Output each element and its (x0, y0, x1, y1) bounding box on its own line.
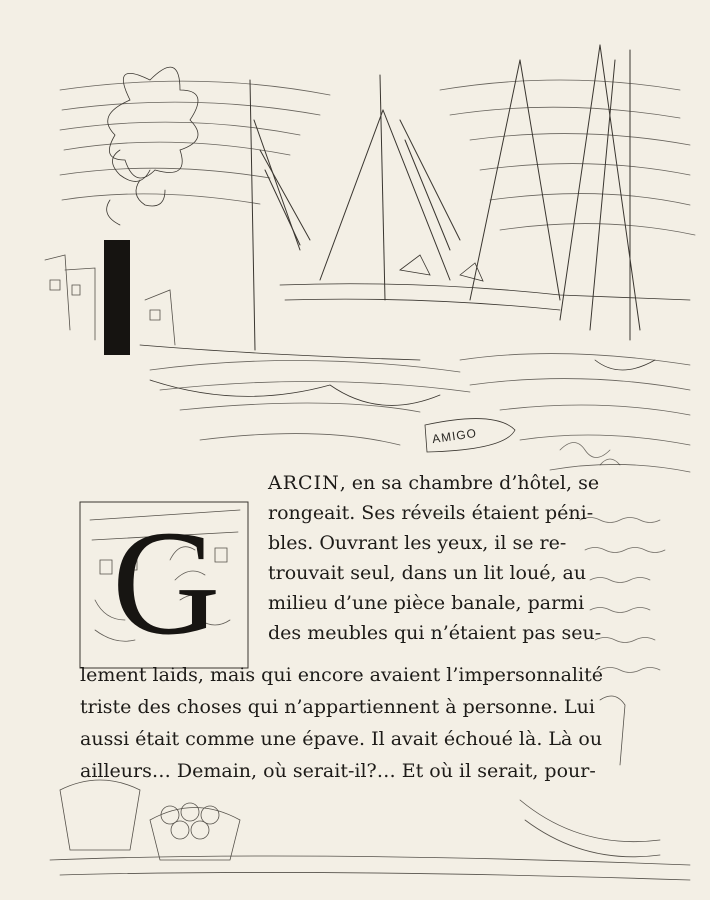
ship-masts (250, 45, 640, 350)
ship-hulls (140, 255, 690, 405)
text-line-7: lement laids, mais qui encore avaient l’impersonnalité (80, 664, 603, 686)
text-line-4: trouvait seul, dans un lit loué, au (268, 562, 587, 584)
text-line-9: aussi était comme une épave. Il avait échoué là. Là ou (80, 728, 603, 750)
text-line-10: ailleurs… Demain, où serait-il?… Et où il serait, pour- (80, 760, 596, 782)
text-line-3: bles. Ouvrant les yeux, il se re- (268, 532, 567, 554)
smoke-plume (107, 67, 198, 225)
text-line-1: ARCIN, en sa chambre d’hôtel, se (268, 472, 600, 494)
first-word: ARCIN (268, 472, 340, 494)
boat-name: AMIGO (431, 425, 478, 447)
drop-cap-letter: G (112, 500, 221, 666)
sea-hatching (60, 80, 695, 472)
text-line-8: triste des choses qui n’appartiennent à personne. Lui (80, 696, 595, 718)
text-line-5: milieu d’une pièce banale, parmi (268, 592, 585, 614)
ship-funnel (104, 240, 130, 355)
text-line-2: rongeait. Ses réveils étaient péni- (268, 502, 594, 524)
text-line-6: des meubles qui n’étaient pas seu- (268, 622, 602, 644)
